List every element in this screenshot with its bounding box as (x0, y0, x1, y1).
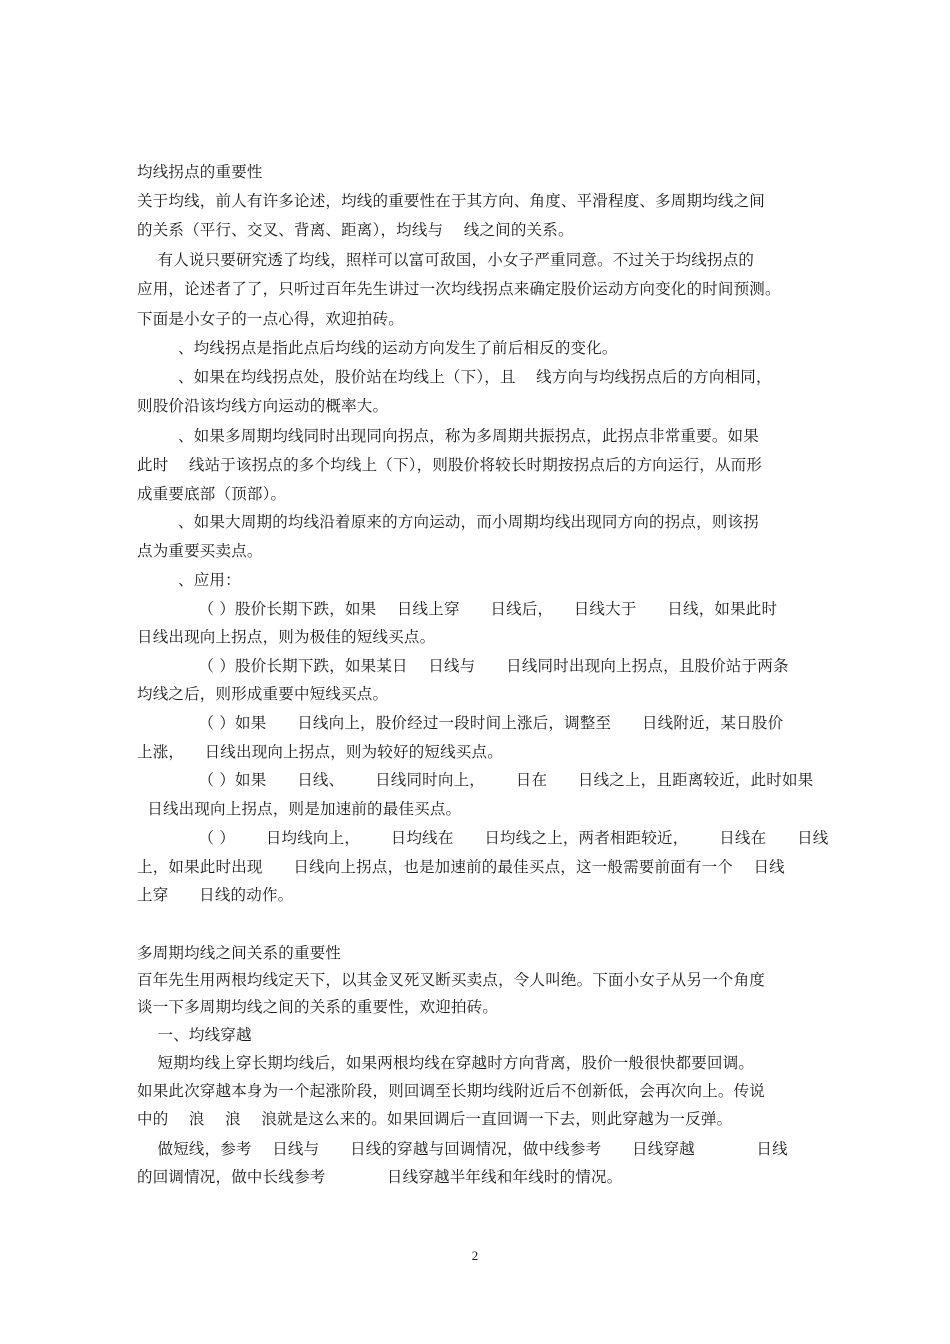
text-line: （ ）如果 日线、 日线同时向上， 日在 日线之上，且距离较近，此时如果 (137, 771, 814, 789)
section-title: 多周期均线之间关系的重要性 (137, 944, 342, 962)
text-line: 中的 浪 浪 浪就是这么来的。如果回调后一直回调一下去，则此穿越为一反弹。 (137, 1110, 733, 1128)
text-line: 均线之后，则形成重要中短线买点。 (137, 685, 389, 703)
text-line: 上穿 日线的动作。 (137, 886, 294, 904)
text-line: 有人说只要研究透了均线，照样可以富可敌国，小女子严重同意。不过关于均线拐点的 (137, 251, 755, 269)
text-line: 、如果大周期的均线沿着原来的方向运动，而小周期均线出现同方向的拐点，则该拐 (137, 513, 759, 531)
text-line: 百年先生用两根均线定天下，以其金叉死叉断买卖点，令人叫绝。下面小女子从另一个角度 (137, 971, 766, 989)
text-line: 短期均线上穿长期均线后，如果两根均线在穿越时方向背离，股价一般很快都要回调。 (137, 1054, 755, 1072)
text-line: 日线出现向上拐点，则为极佳的短线买点。 (137, 628, 436, 646)
text-line: 、应用： (137, 571, 241, 589)
text-line: 谈一下多周期均线之间的关系的重要性，欢迎拍砖。 (137, 998, 499, 1016)
text-line: 下面是小女子的一点心得，欢迎拍砖。 (137, 310, 404, 328)
text-line: 、如果多周期均线同时出现同向拐点，称为多周期共振拐点，此拐点非常重要。如果 (137, 427, 759, 445)
section-title: 均线拐点的重要性 (137, 163, 263, 181)
text-line: 日线出现向上拐点，则是加速前的最佳买点。 (137, 800, 462, 818)
text-line: （ ）如果 日线向上，股价经过一段时间上涨后，调整至 日线附近，某日股价 (137, 714, 784, 732)
text-line: 则股价沿该均线方向运动的概率大。 (137, 397, 389, 415)
text-line: 一、均线穿越 (137, 1026, 252, 1044)
text-line: 点为重要买卖点。 (137, 542, 263, 560)
text-line: 的关系（平行、交叉、背离、距离），均线与 线之间的关系。 (137, 221, 574, 239)
text-line: 、如果在均线拐点处，股价站在均线上（下），且 线方向与均线拐点后的方向相同， (137, 368, 772, 386)
text-line: （ ） 日均线向上， 日均线在 日均线之上，两者相距较近， 日线在 日线 (137, 829, 829, 847)
text-line: 做短线，参考 日线与 日线的穿越与回调情况，做中线参考 日线穿越 日线 (137, 1140, 788, 1158)
text-line: 、均线拐点是指此点后均线的运动方向发生了前后相反的变化。 (137, 339, 618, 357)
text-line: 如果此次穿越本身为一个起涨阶段，则回调至长期均线附近后不创新低，会再次向上。传说 (137, 1082, 766, 1100)
text-line: 关于均线，前人有许多论述，均线的重要性在于其方向、角度、平滑程度、多周期均线之间 (137, 192, 766, 210)
text-line: 此时 线站于该拐点的多个均线上（下），则股价将较长时期按拐点后的方向运行，从而形 (137, 456, 763, 474)
text-line: （ ）股价长期下跌，如果 日线上穿 日线后， 日线大于 日线，如果此时 (137, 600, 778, 618)
page-number: 2 (471, 1248, 479, 1263)
text-line: （ ）股价长期下跌，如果某日 日线与 日线同时出现向上拐点，且股价站于两条 (137, 657, 789, 675)
text-line: 的回调情况，做中长线参考 日线穿越半年线和年线时的情况。 (137, 1168, 623, 1186)
text-line: 应用，论述者了了，只听过百年先生讲过一次均线拐点来确定股价运动方向变化的时间预测。 (137, 280, 781, 298)
text-line: 成重要底部（顶部）。 (137, 485, 287, 503)
text-line: 上，如果此时出现 日线向上拐点，也是加速前的最佳买点，这一般需要前面有一个 日线 (137, 858, 785, 876)
text-line: 上涨， 日线出现向上拐点，则为较好的短线买点。 (137, 743, 503, 761)
